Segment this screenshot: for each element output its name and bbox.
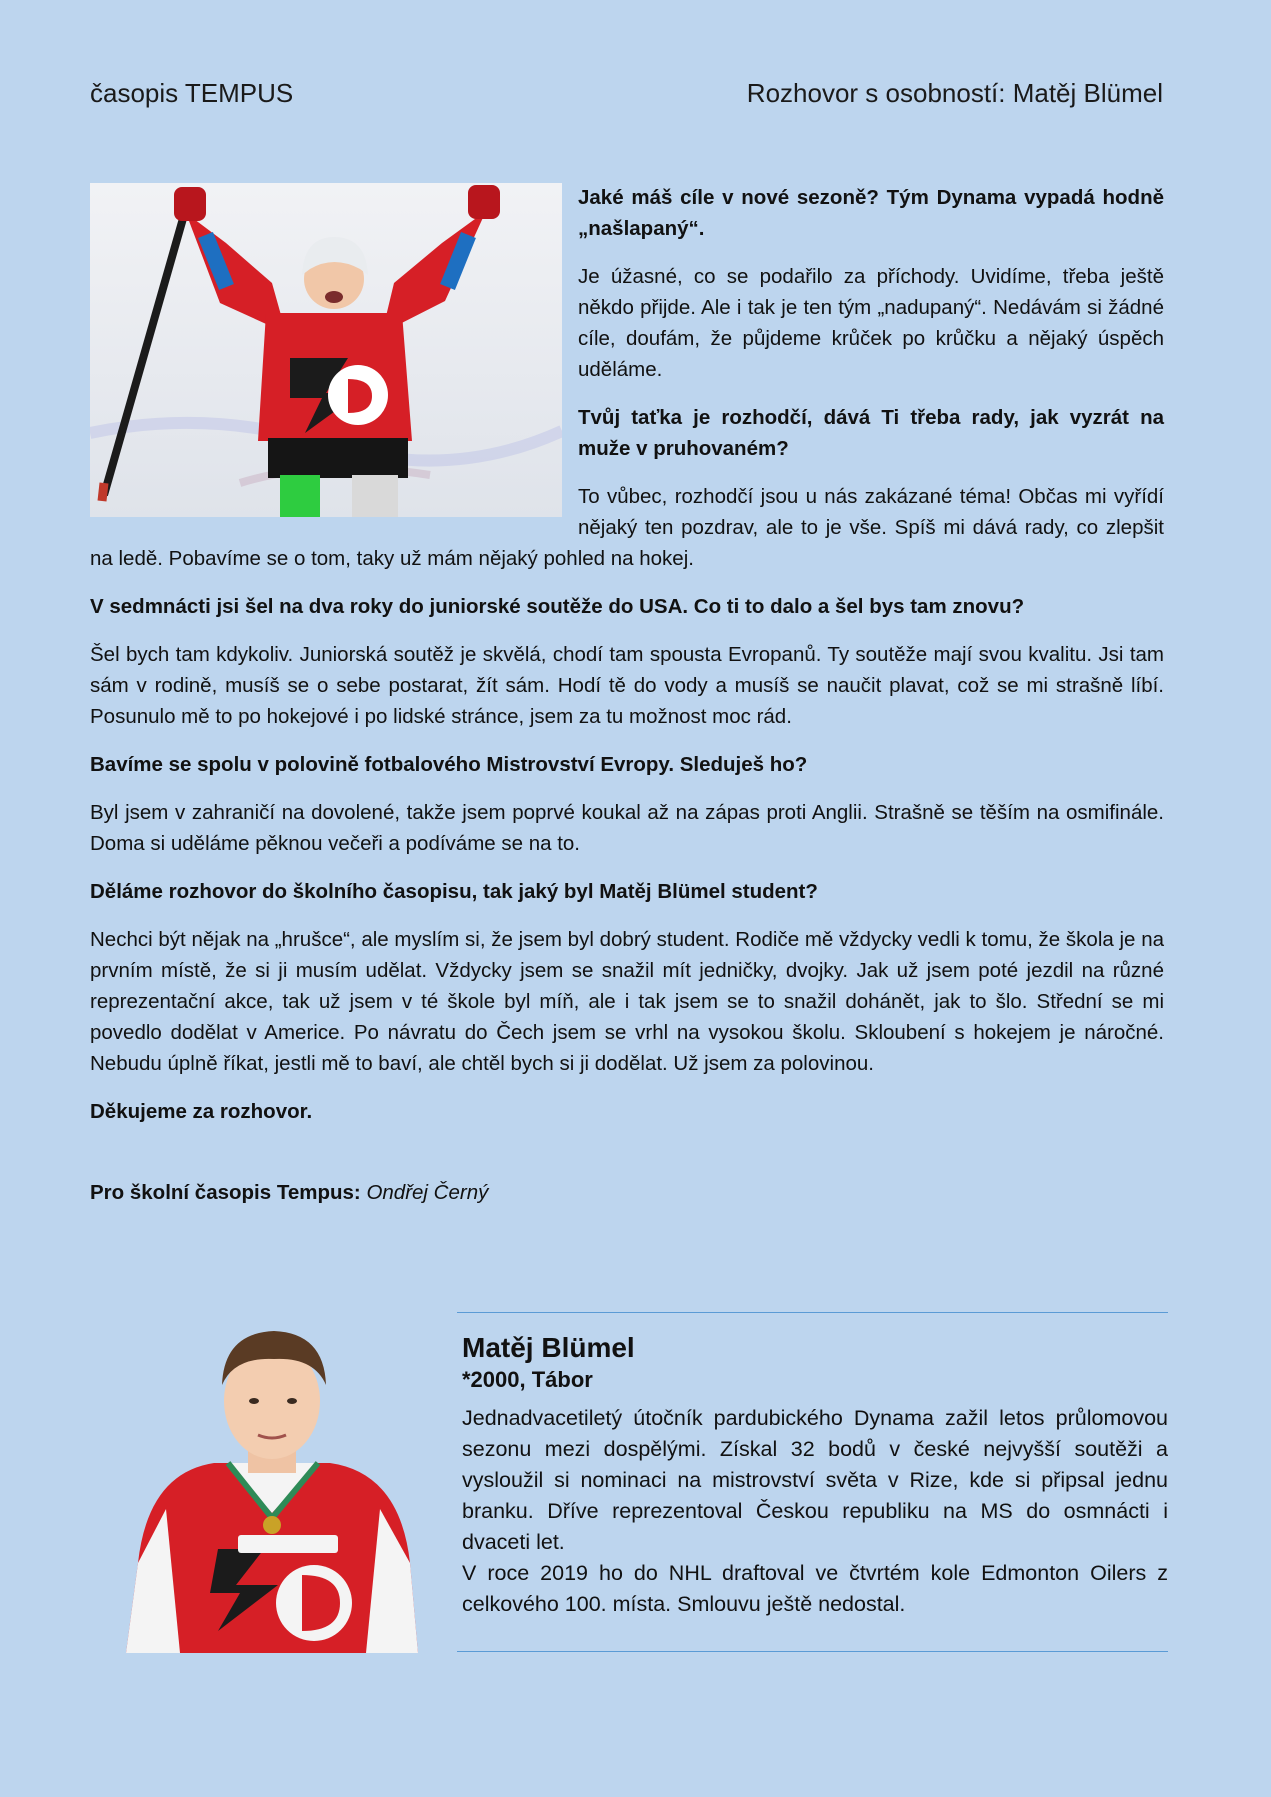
profile-text: Jednadvacetiletý útočník pardubického Dynama zažil letos průlomovou sezonu mezi dospělými. Získal 32 bodů v české nejvyšší soutěži a vysloužil si nominaci na mistrovství světa v Rize, kde si připsal jednu branku. Dříve reprezentoval Českou republiku na MS do osmnácti i dvaceti let. <box>462 1406 1168 1554</box>
question-1: Jaké máš cíle v nové sezoně? Tým Dynama vypadá hodně „našlapaný“. <box>578 186 1164 240</box>
answer-5: Nechci být nějak na „hrušce“, ale myslím si, že jsem byl dobrý student. Rodiče mě vždycky vedli k tomu, že škola je na prvním místě, že si ji musím udělat. Vždycky jsem se snažil mít jedničky, dvojky. Jak už jsem poté jezdil na různé reprezentační akce, tak už jsem v té škole byl míň, ale i tak jsem se to snažil dohánět, jak to šlo. Střední se mi povedlo dodělat v Americe. Po návratu do Čech jsem se vrhl na vysokou školu. Skloubení s hokejem je náročné. Nebudu úplně říkat, jestli mě to baví, ale chtěl bych si ji dodělat. Už jsem za polovinou. <box>90 928 1164 1075</box>
hockey-player-celebrating-icon <box>90 183 562 517</box>
profile-birth: *2000, Tábor <box>462 1367 593 1392</box>
question-3: V sedmnácti jsi šel na dva roky do juniorské soutěže do USA. Co ti to dalo a šel bys tam znovu? <box>90 595 1025 618</box>
answer-3: Šel bych tam kdykoliv. Juniorská soutěž je skvělá, chodí tam spousta Evropanů. Ty soutěže mají svou kvalitu. Jsi tam sám v rodině, musíš se o sebe postarat, žít sám. Hodí tě do vody a musíš se naučit plavat, což se mi strašně líbí. Posunulo mě to po hokejové i po lidské stránce, jsem za tu možnost moc rád. <box>90 643 1164 728</box>
answer-1: Je úžasné, co se podařilo za příchody. Uvidíme, třeba ještě někdo přijde. Ale i tak je ten tým „nadupaný“. Nedávám si žádné cíle, doufám, že půjdeme krůček po krůčku a nějaký úspěch uděláme. <box>578 265 1164 381</box>
player-profile-box <box>457 1312 1168 1652</box>
profile-text-2: V roce 2019 ho do NHL draftoval ve čtvrtém kole Edmonton Oilers z celkového 100. místa. Smlouvu ještě nedostal. <box>462 1561 1168 1616</box>
profile-name: Matěj Blümel <box>462 1332 635 1363</box>
answer-4: Byl jsem v zahraničí na dovolené, takže jsem poprvé koukal až na zápas proti Anglii. Strašně se těším na osmifinále. Doma si uděláme pěknou večeři a podíváme se na to. <box>90 801 1164 855</box>
question-2: Tvůj taťka je rozhodčí, dává Ti třeba rady, jak vyzrát na muže v pruhovaném? <box>578 406 1164 460</box>
question-5: Děláme rozhovor do školního časopisu, tak jaký byl Matěj Blümel student? <box>90 880 818 903</box>
signature <box>90 1177 1164 1208</box>
magazine-name: časopis TEMPUS <box>90 78 294 108</box>
question-4: Bavíme se spolu v polovině fotbalového Mistrovství Evropy. Sleduješ ho? <box>90 753 808 776</box>
article-title: Rozhovor s osobností: Matěj Blümel <box>746 78 1163 108</box>
player-portrait-icon <box>118 1313 426 1653</box>
page-header <box>90 78 1163 109</box>
signature-author: Ondřej Černý <box>366 1181 489 1204</box>
interview-body <box>90 182 1164 1225</box>
signature-label: Pro školní časopis Tempus: <box>90 1181 361 1204</box>
closing-thanks: Děkujeme za rozhovor. <box>90 1100 313 1123</box>
answer-2: To vůbec, rozhodčí jsou u nás zakázané téma! Občas mi vyřídí nějaký ten pozdrav, ale to je vše. Spíš mi dává rady, co zlepšit na ledě. Pobavíme se o tom, taky už mám nějaký pohled na hokej. <box>90 485 1164 570</box>
